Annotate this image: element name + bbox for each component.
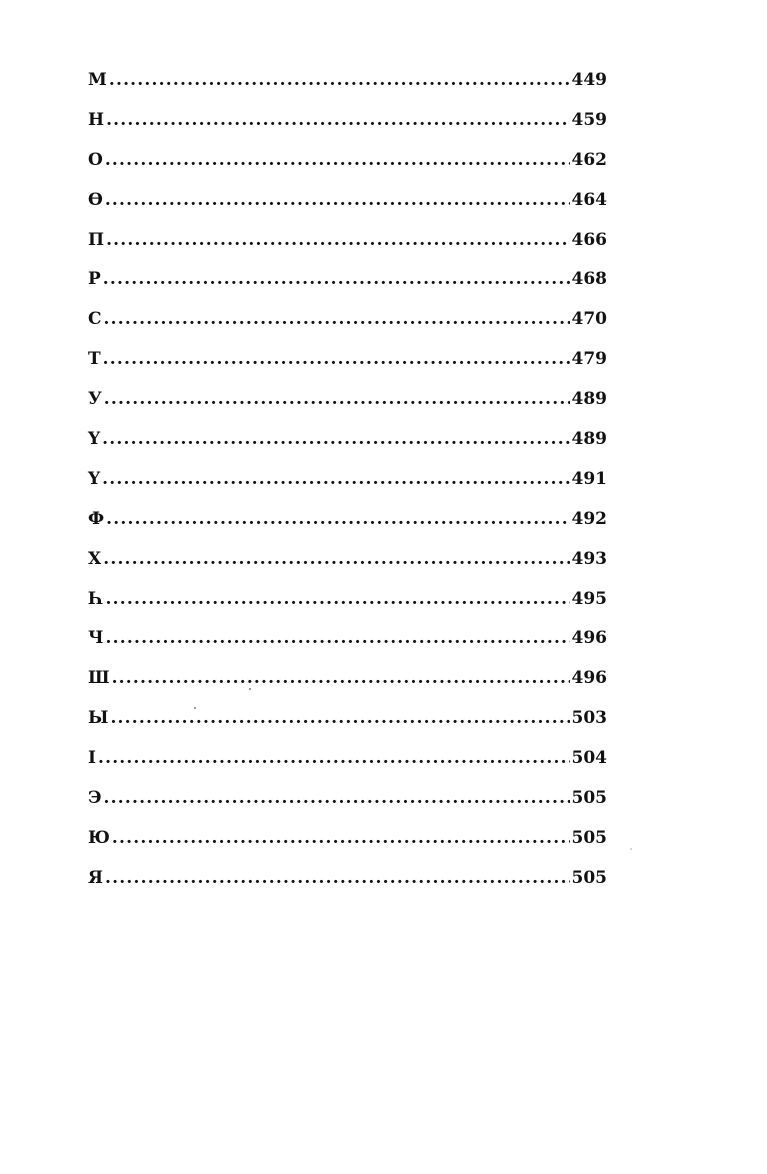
toc-letter: Э [88, 788, 102, 809]
toc-entry [88, 787, 607, 827]
toc-entry [88, 308, 607, 348]
toc-page-number: 493 [571, 548, 607, 569]
toc-entry [88, 268, 607, 308]
toc-page-number: 496 [571, 628, 607, 649]
toc-letter: Я [88, 867, 103, 888]
dot-leader [98, 747, 570, 769]
dot-leader [106, 109, 569, 131]
toc-letter: С [88, 309, 102, 330]
toc-entry [88, 189, 607, 229]
toc-page-number: 505 [571, 827, 607, 848]
dot-leader [104, 308, 570, 330]
toc-entry [88, 109, 607, 149]
toc-page-number: 503 [571, 708, 607, 729]
toc-entry [88, 867, 607, 907]
dot-leader [104, 388, 570, 410]
toc-letter: Y [88, 468, 101, 489]
toc-entry [88, 388, 607, 428]
toc-entry [88, 627, 607, 667]
toc-letter: І [88, 748, 96, 769]
toc-page-number: 504 [571, 748, 607, 769]
toc-entry [88, 588, 607, 628]
toc-letter: Ү [88, 429, 101, 450]
toc-page-number: 462 [571, 149, 607, 170]
toc-page-number: 489 [571, 389, 607, 410]
toc-letter: Ш [88, 668, 110, 689]
toc-entry [88, 149, 607, 189]
paper-speck [630, 848, 632, 850]
toc-entry [88, 707, 607, 747]
dot-leader [105, 588, 569, 610]
toc-letter: У [88, 389, 102, 410]
toc-page-number: 491 [571, 468, 607, 489]
table-of-contents [88, 69, 607, 907]
toc-page-number: 468 [571, 269, 607, 290]
toc-entry [88, 69, 607, 109]
dot-leader [103, 268, 570, 290]
toc-letter: О [88, 149, 103, 170]
toc-entry [88, 229, 607, 269]
toc-entry [88, 667, 607, 707]
dot-leader [110, 707, 569, 729]
dot-leader [106, 229, 569, 251]
paper-speck [249, 688, 251, 690]
dot-leader [103, 548, 569, 570]
dot-leader [105, 867, 570, 889]
toc-page-number: 489 [571, 429, 607, 450]
toc-page-number: 492 [571, 508, 607, 529]
toc-page-number: 505 [571, 867, 607, 888]
toc-letter: Ч [88, 628, 104, 649]
toc-letter: Ы [88, 708, 109, 729]
dot-leader [105, 189, 570, 211]
toc-letter: П [88, 229, 105, 250]
dot-leader [112, 667, 570, 689]
toc-letter: Н [88, 109, 105, 130]
toc-page-number: 496 [571, 668, 607, 689]
dot-leader [105, 149, 570, 171]
toc-letter: Т [88, 349, 101, 370]
paper-speck [194, 707, 196, 709]
toc-page-number: 449 [571, 70, 607, 90]
dot-leader [109, 69, 570, 91]
toc-page-number: 505 [571, 788, 607, 809]
dot-leader [102, 468, 569, 490]
toc-page-number: 464 [571, 189, 607, 210]
dot-leader [106, 508, 569, 530]
toc-entry [88, 428, 607, 468]
toc-entry [88, 468, 607, 508]
toc-letter: Ю [88, 827, 110, 848]
toc-letter: Һ [88, 588, 104, 609]
toc-entry [88, 348, 607, 388]
toc-page-number: 470 [571, 309, 607, 330]
toc-letter: Ө [88, 189, 103, 210]
dot-leader [103, 348, 570, 370]
toc-letter: Х [88, 548, 102, 569]
toc-page-number: 466 [571, 229, 607, 250]
toc-page-number: 495 [571, 588, 607, 609]
dot-leader [106, 627, 570, 649]
toc-letter: М [88, 70, 107, 90]
dot-leader [102, 428, 569, 450]
dot-leader [104, 787, 570, 809]
toc-page-number: 479 [571, 349, 607, 370]
dot-leader [112, 827, 570, 849]
toc-entry [88, 548, 607, 588]
toc-entry [88, 827, 607, 867]
toc-page-number: 459 [571, 109, 607, 130]
toc-entry [88, 508, 607, 548]
toc-letter: Р [88, 269, 101, 290]
toc-letter: Ф [88, 508, 105, 529]
toc-entry [88, 747, 607, 787]
